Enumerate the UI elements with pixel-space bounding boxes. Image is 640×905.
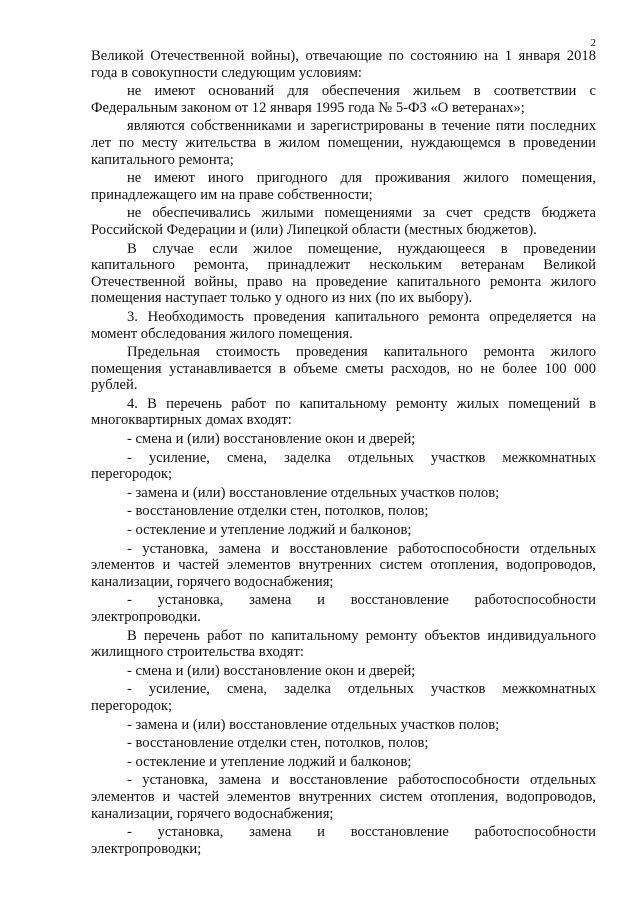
paragraph-case: В случае если жилое помещение, нуждающееся в проведении капитального ремонта, принадлежит нескольким ветеранам Великой Отечественной войны, право на проведение капитального ремонта жилого помещения наступает только у одного из них (по их выбору).	[91, 240, 596, 307]
paragraph-m2: - усиление, смена, заделка отдельных участков межкомнатных перегородок;	[91, 449, 596, 483]
paragraph-m1: - смена и (или) восстановление окон и дверей;	[127, 431, 416, 448]
paragraph-i4: - восстановление отделки стен, потолков, полов;	[127, 735, 429, 752]
paragraph-c2: являются собственниками и зарегистрированы в течение пяти последних лет по месту жительства в жилом помещении, нуждающемся в проведении капитального ремонта;	[91, 118, 596, 168]
paragraph-i7: - установка, замена и восстановление работоспособности электропроводки;	[91, 824, 596, 857]
paragraph-ind_intro: В перечень работ по капитальному ремонту объектов индивидуального жилищного строительства входят:	[91, 627, 596, 661]
paragraph-c4: не обеспечивались жилыми помещениями за счет средств бюджета Российской Федерации и (или) Липецкой области (местных бюджетов).	[91, 205, 596, 238]
paragraph-i1: - смена и (или) восстановление окон и дверей;	[127, 662, 416, 679]
paragraph-i6: - установка, замена и восстановление работоспособности отдельных элементов и частей элементов внутренних систем отопления, водопроводов, канализации, горячего водоснабжения;	[91, 772, 596, 822]
paragraph-m3: - замена и (или) восстановление отдельных участков полов;	[127, 484, 500, 501]
paragraph-c3: не имеют иного пригодного для проживания жилого помещения, принадлежащего им на праве собственности;	[91, 170, 596, 203]
paragraph-c1: не имеют оснований для обеспечения жильем в соответствии с Федеральным законом от 12 января 1995 года № 5-ФЗ «О ветеранах»;	[91, 83, 596, 116]
paragraph-m5: - остекление и утепление лоджий и балконов;	[127, 522, 412, 539]
paragraph-m7: - установка, замена и восстановление работоспособности электропроводки.	[91, 592, 596, 625]
paragraph-p3: 3. Необходимость проведения капитального ремонта определяется на момент обследования жилого помещения.	[91, 308, 596, 342]
paragraph-p4: 4. В перечень работ по капитальному ремонту жилых помещений в многоквартирных домах входят:	[91, 395, 596, 429]
paragraph-m6: - установка, замена и восстановление работоспособности отдельных элементов и частей элементов внутренних систем отопления, водопроводов, канализации, горячего водоснабжения;	[91, 540, 596, 590]
paragraph-m4: - восстановление отделки стен, потолков, полов;	[127, 503, 429, 520]
paragraph-cost: Предельная стоимость проведения капитального ремонта жилого помещения устанавливается в объеме сметы расходов, но не более 100 000 рублей.	[91, 344, 596, 394]
paragraph-i3: - замена и (или) восстановление отдельных участков полов;	[127, 716, 500, 733]
page-number: 2	[590, 37, 596, 49]
document-body	[91, 48, 596, 857]
paragraph-cont: Великой Отечественной войны), отвечающие по состоянию на 1 января 2018 года в совокупности следующим условиям:	[91, 48, 596, 81]
paragraph-i2: - усиление, смена, заделка отдельных участков межкомнатных перегородок;	[91, 681, 596, 714]
paragraph-i5: - остекление и утепление лоджий и балконов;	[127, 753, 412, 770]
